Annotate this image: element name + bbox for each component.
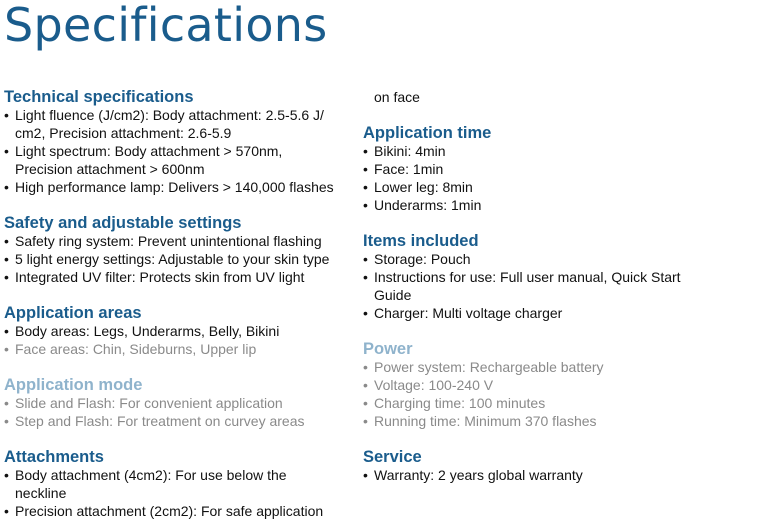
list-item: • Integrated UV filter: Protects skin from UV light: [4, 268, 359, 286]
section-safety-settings: [4, 214, 359, 286]
section-heading: Service: [363, 448, 422, 466]
section-items-included: [363, 232, 763, 322]
section-heading: Attachments: [4, 448, 104, 466]
list-item: • Storage: Pouch: [363, 250, 763, 268]
list-item: • Voltage: 100-240 V: [363, 376, 763, 394]
list-item: • Charger: Multi voltage charger: [363, 304, 763, 322]
list-item-continuation: cm2, Precision attachment: 2.6-5.9: [15, 125, 232, 141]
section-power: [363, 340, 763, 430]
list-item: • Warranty: 2 years global warranty: [363, 466, 763, 484]
list-item: • Light spectrum: Body attachment > 570nm,: [4, 142, 359, 160]
list-item-continuation: on face: [374, 89, 420, 105]
list-item-continuation: neckline: [15, 485, 67, 501]
section-heading: Application areas: [4, 304, 142, 322]
list-item: • Face areas: Chin, Sideburns, Upper lip: [4, 340, 359, 358]
list-item: • Face: 1min: [363, 160, 763, 178]
list-item: • High performance lamp: Delivers > 140,000 flashes: [4, 178, 359, 196]
list-item-continuation: Precision attachment > 600nm: [15, 161, 205, 177]
list-item: • Running time: Minimum 370 flashes: [363, 412, 763, 430]
section-application-time: [363, 124, 763, 214]
list-item: • Step and Flash: For treatment on curvey areas: [4, 412, 359, 430]
section-heading: Safety and adjustable settings: [4, 214, 242, 232]
list-item: • Bikini: 4min: [363, 142, 763, 160]
section-application-areas: [4, 304, 359, 358]
list-item: • Charging time: 100 minutes: [363, 394, 763, 412]
section-service: [363, 448, 763, 484]
list-item: • Power system: Rechargeable battery: [363, 358, 763, 376]
list-item: • Body areas: Legs, Underarms, Belly, Bikini: [4, 322, 359, 340]
section-heading: Power: [363, 340, 413, 358]
section-application-mode: [4, 376, 359, 430]
list-item: • Underarms: 1min: [363, 196, 763, 214]
list-item: • Body attachment (4cm2): For use below the: [4, 466, 359, 484]
section-attachments: [4, 448, 359, 520]
section-heading: Application mode: [4, 376, 143, 394]
list-item: • 5 light energy settings: Adjustable to your skin type: [4, 250, 359, 268]
section-technical-specifications: [4, 88, 359, 196]
list-item: • Safety ring system: Prevent unintentional flashing: [4, 232, 359, 250]
list-item: • Lower leg: 8min: [363, 178, 763, 196]
section-heading: Application time: [363, 124, 492, 142]
list-item: • Instructions for use: Full user manual, Quick Start: [363, 268, 763, 286]
list-item: • Slide and Flash: For convenient application: [4, 394, 359, 412]
continued-text: [363, 88, 763, 106]
list-item-continuation: Guide: [374, 287, 412, 303]
list-item: • Light fluence (J/cm2): Body attachment: 2.5-5.6 J/: [4, 106, 359, 124]
section-heading: Technical specifications: [4, 88, 194, 106]
list-item: • Precision attachment (2cm2): For safe application: [4, 502, 359, 520]
section-heading: Items included: [363, 232, 479, 250]
page-title: Specifications: [4, 0, 328, 52]
